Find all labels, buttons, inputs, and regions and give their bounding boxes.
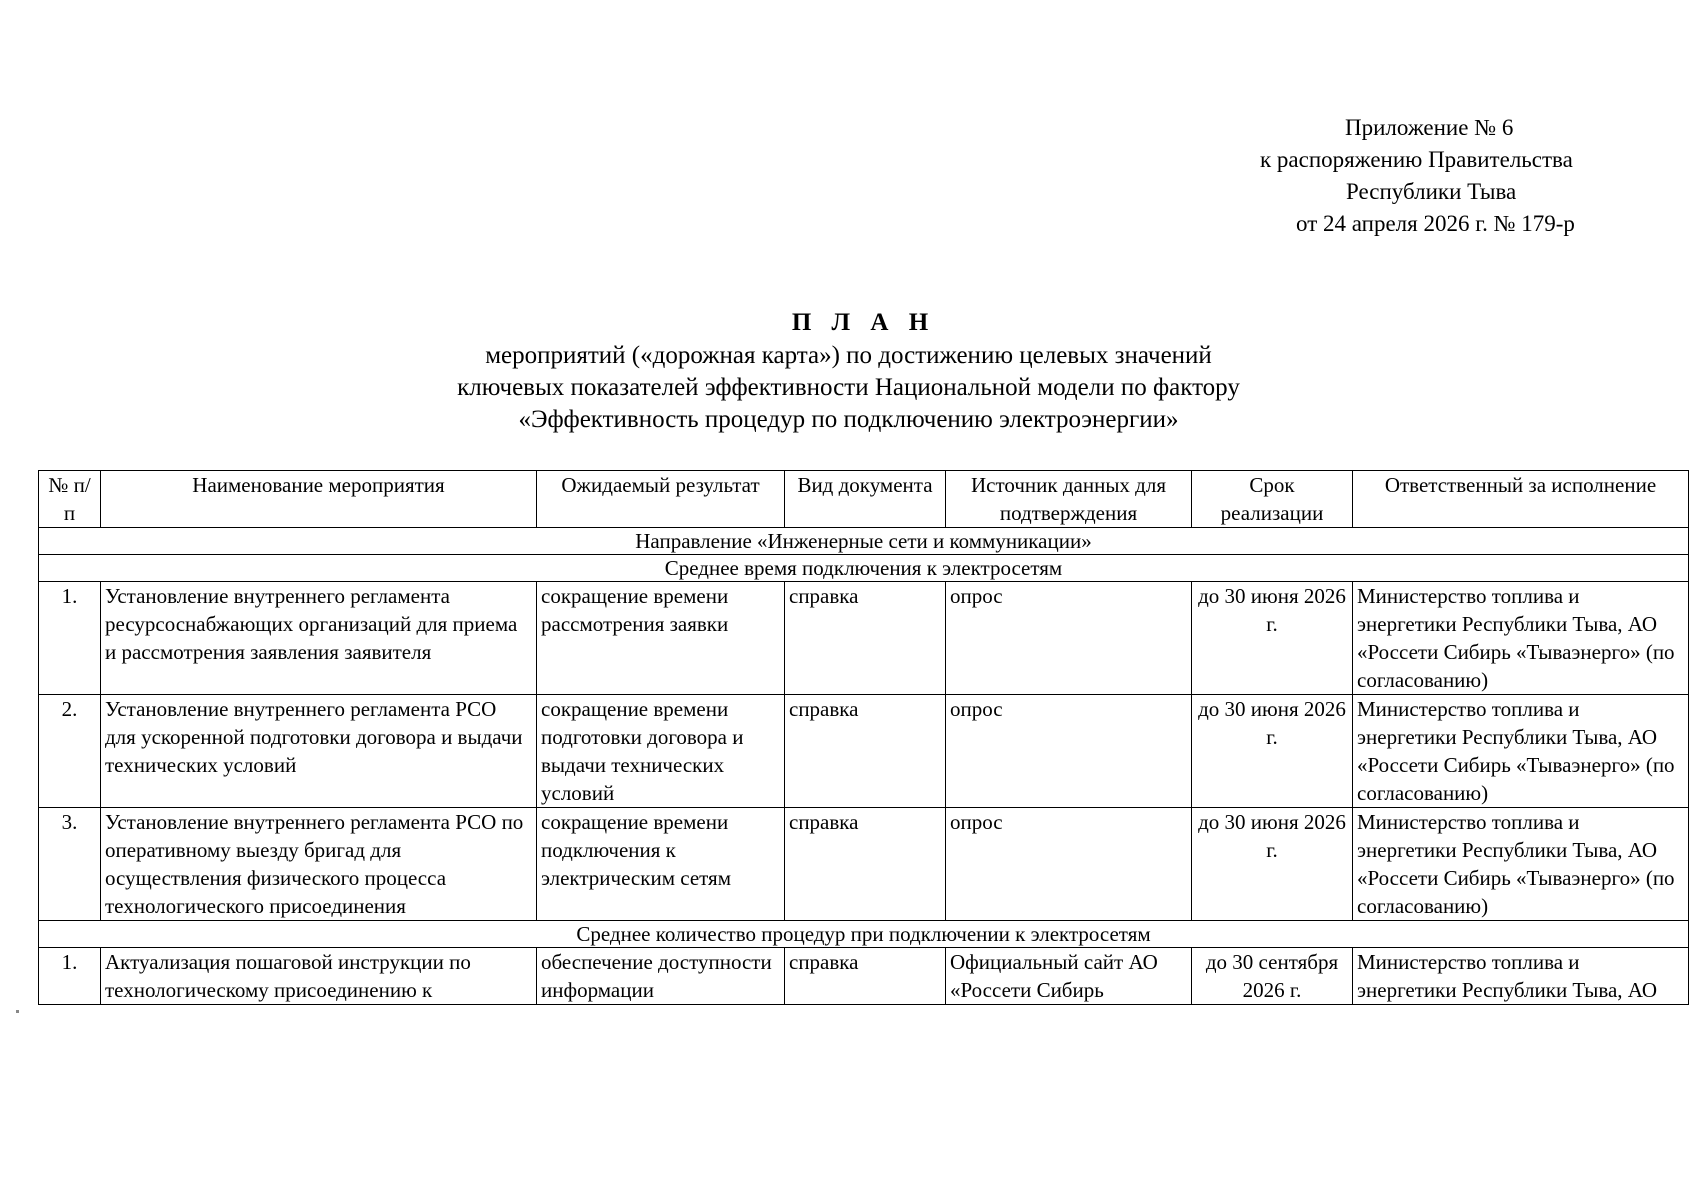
appendix-block <box>1236 112 1576 240</box>
cell-result: обеспечение доступности информации <box>537 948 785 1005</box>
cell-responsible: Министерство топлива и энергетики Республики Тыва, АО «Россети Сибирь «Тываэнерго» (по согласованию) <box>1353 808 1689 921</box>
appendix-line-2: к распоряжению Правительства <box>1260 147 1573 172</box>
cell-num: 3. <box>39 808 101 921</box>
cell-result: сокращение времени подключения к электрическим сетям <box>537 808 785 921</box>
cell-num: 2. <box>39 695 101 808</box>
cell-result: сокращение времени подготовки договора и выдачи технических условий <box>537 695 785 808</box>
table-row <box>39 695 1689 808</box>
subtitle-line-3: «Эффективность процедур по подключению электроэнергии» <box>518 406 1179 433</box>
section-title: Среднее количество процедур при подключении к электросетям <box>39 921 1689 948</box>
header-num: № п/п <box>39 471 101 528</box>
section-title: Среднее время подключения к электросетям <box>39 555 1689 582</box>
section-row <box>39 921 1689 948</box>
cell-term: до 30 июня 2026 г. <box>1192 808 1353 921</box>
cell-num: 1. <box>39 948 101 1005</box>
table-row <box>39 808 1689 921</box>
subtitle-line-1: мероприятий («дорожная карта») по достижению целевых значений <box>485 342 1212 369</box>
direction-row <box>39 528 1689 555</box>
table-row <box>39 948 1689 1005</box>
cell-doctype: справка <box>785 695 946 808</box>
cell-name: Установление внутреннего регламента РСО по оперативному выезду бригад для осуществления физического процесса технологического присоединения <box>101 808 537 921</box>
appendix-line-3: Республики Тыва <box>1346 179 1517 204</box>
title-block <box>0 306 1697 436</box>
cell-term: до 30 июня 2026 г. <box>1192 695 1353 808</box>
direction-title: Направление «Инженерные сети и коммуникации» <box>39 528 1689 555</box>
header-source: Источник данных для подтверждения <box>946 471 1192 528</box>
plan-table <box>38 470 1689 1005</box>
header-responsible: Ответственный за исполнение <box>1353 471 1689 528</box>
cell-source: опрос <box>946 695 1192 808</box>
section-row <box>39 555 1689 582</box>
cell-source: Официальный сайт АО «Россети Сибирь <box>946 948 1192 1005</box>
appendix-line-1: Приложение № 6 <box>1345 115 1514 140</box>
subtitle-line-2: ключевых показателей эффективности Национальной модели по фактору <box>457 374 1240 401</box>
cell-source: опрос <box>946 808 1192 921</box>
cell-term: до 30 сентября 2026 г. <box>1192 948 1353 1005</box>
cell-responsible: Министерство топлива и энергетики Республики Тыва, АО «Россети Сибирь «Тываэнерго» (по согласованию) <box>1353 695 1689 808</box>
cell-doctype: справка <box>785 948 946 1005</box>
cell-responsible: Министерство топлива и энергетики Республики Тыва, АО <box>1353 948 1689 1005</box>
scan-speck <box>16 1010 19 1013</box>
header-doctype: Вид документа <box>785 471 946 528</box>
cell-doctype: справка <box>785 808 946 921</box>
cell-num: 1. <box>39 582 101 695</box>
cell-source: опрос <box>946 582 1192 695</box>
cell-doctype: справка <box>785 582 946 695</box>
cell-name: Установление внутреннего регламента ресурсоснабжающих организаций для приема и рассмотрения заявления заявителя <box>101 582 537 695</box>
cell-name: Актуализация пошаговой инструкции по технологическому присоединению к <box>101 948 537 1005</box>
cell-term: до 30 июня 2026 г. <box>1192 582 1353 695</box>
table-header-row <box>39 471 1689 528</box>
appendix-line-4: от 24 апреля 2026 г. № 179-р <box>1296 211 1575 236</box>
header-term: Срок реализации <box>1192 471 1353 528</box>
cell-result: сокращение времени рассмотрения заявки <box>537 582 785 695</box>
document-title: П Л А Н <box>791 309 936 336</box>
cell-name: Установление внутреннего регламента РСО для ускоренной подготовки договора и выдачи технических условий <box>101 695 537 808</box>
table-row <box>39 582 1689 695</box>
cell-responsible: Министерство топлива и энергетики Республики Тыва, АО «Россети Сибирь «Тываэнерго» (по согласованию) <box>1353 582 1689 695</box>
header-result: Ожидаемый результат <box>537 471 785 528</box>
header-name: Наименование мероприятия <box>101 471 537 528</box>
